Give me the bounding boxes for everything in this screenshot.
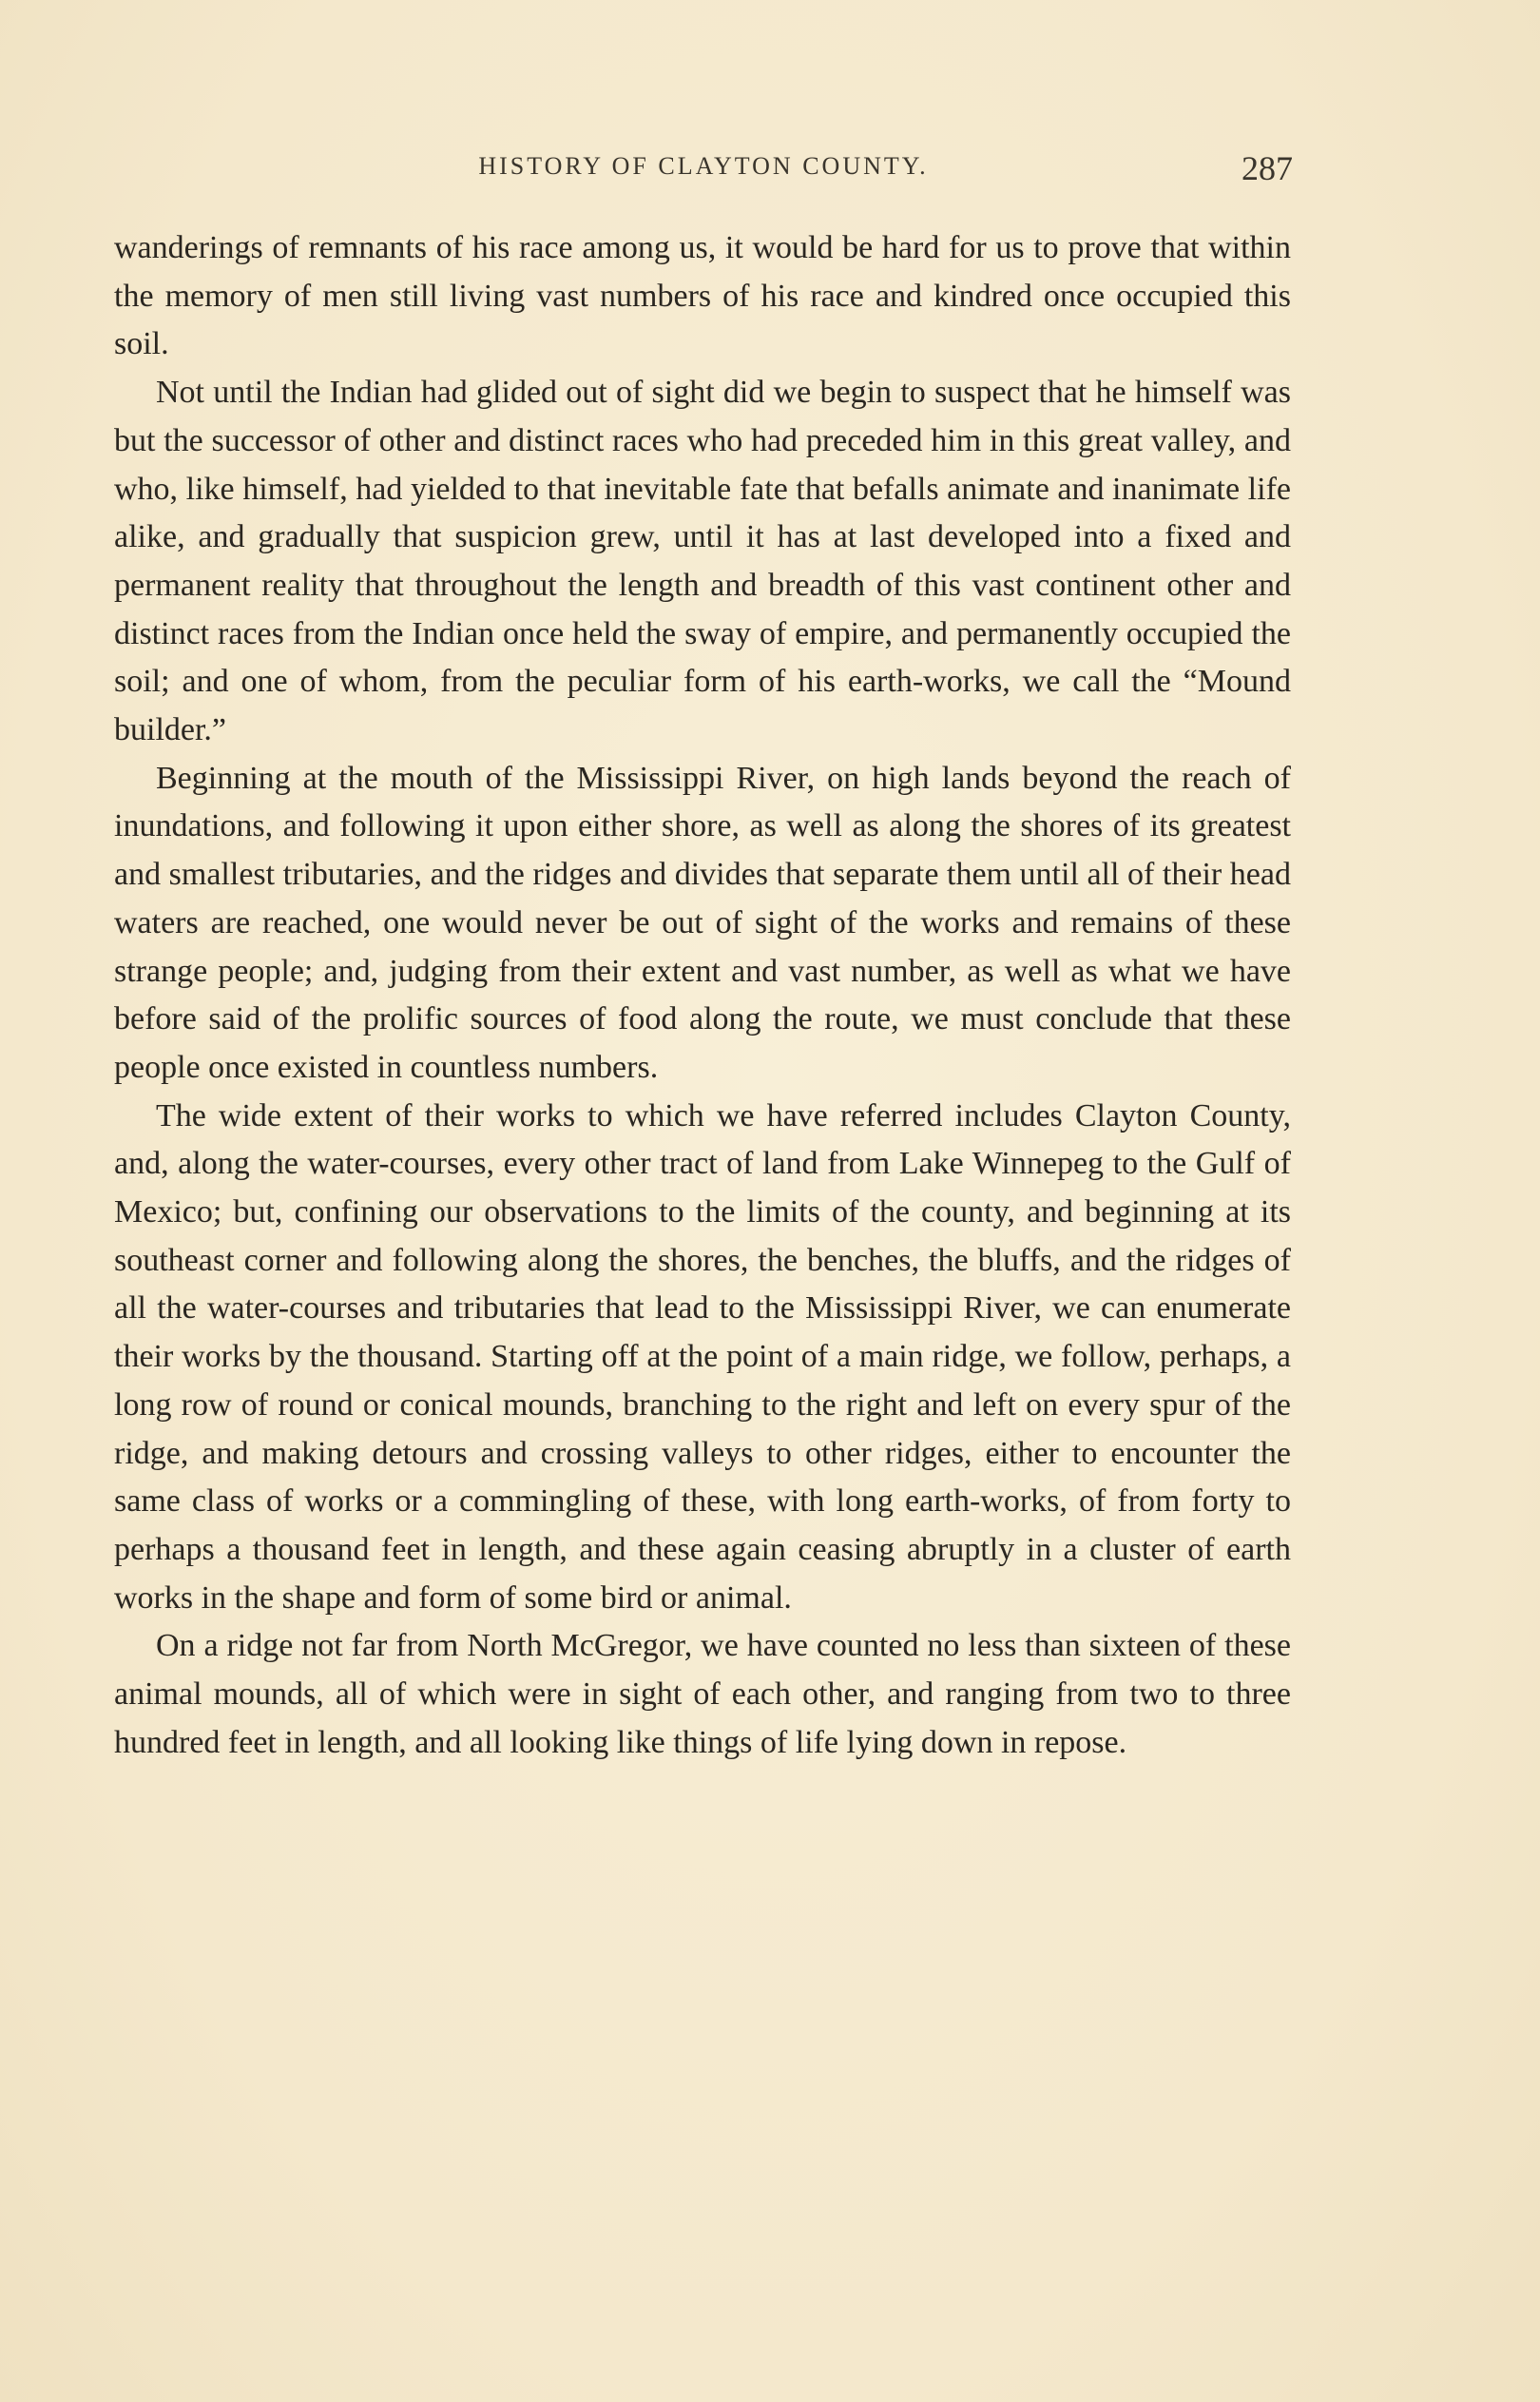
running-head <box>114 149 1293 200</box>
paragraph-clayton-county: The wide extent of their works to which we have referred includes Clayton County, and, along the water-courses, every other tract of land from Lake Winnepeg to the Gulf of Mexico; but, confining our observations to the limits of the county, and beginning at its southeast corner and following along the shores, the benches, the bluffs, and the ridges of all the water-courses and tributaries that lead to the Mississippi River, we can enumerate their works by the thousand. Starting off at the point of a main ridge, we follow, perhaps, a long row of round or conical mounds, branching to the right and left on every spur of the ridge, and making detours and crossing valleys to other ridges, either to encounter the same class of works or a commingling of these, with long earth-works, of from forty to perhaps a thousand feet in length, and these again ceasing abruptly in a cluster of earth works in the shape and form of some bird or animal. <box>114 1097 1291 1616</box>
body-text <box>114 224 1291 1768</box>
paragraph-mound-builders: Not until the Indian had glided out of sight did we begin to suspect that he himself was but the successor of other and distinct races who had preceded him in this great valley, and who, like himself, had yielded to that inevitable fate that befalls animate and inanimate life alike, and gradually that suspicion grew, until it has at last developed into a fixed and permanent reality that throughout the length and breadth of this vast continent other and distinct races from the Indian once held the sway of empire, and permanently occupied the soil; and one of whom, from the peculiar form of his earth-works, we call the “Mound builder.” <box>114 375 1291 748</box>
paragraph-mississippi-works: Beginning at the mouth of the Mississippi River, on high lands beyond the reach of inundations, and following it upon either shore, as well as along the shores of its greatest and smallest tributaries, and the ridges and divides that separate them until all of their head waters are reached, one would never be out of sight of the works and remains of these strange people; and, judging from their extent and vast number, as well as what we have before said of the prolific sources of food along the route, we must conclude that these people once existed in countless numbers. <box>114 760 1291 1085</box>
page-number: 287 <box>1242 149 1293 187</box>
running-title: HISTORY OF CLAYTON COUNTY. <box>478 152 929 180</box>
paragraph-north-mcgregor: On a ridge not far from North McGregor, we have counted no less than sixteen of these animal mounds, all of which were in sight of each other, and ranging from two to three hundred feet in length, and all looking like things of life lying down in repose. <box>114 1628 1291 1760</box>
paragraph-continuation: wanderings of remnants of his race among us, it would be hard for us to prove that within the memory of men still living vast numbers of his race and kindred once occupied this soil. <box>114 230 1291 362</box>
